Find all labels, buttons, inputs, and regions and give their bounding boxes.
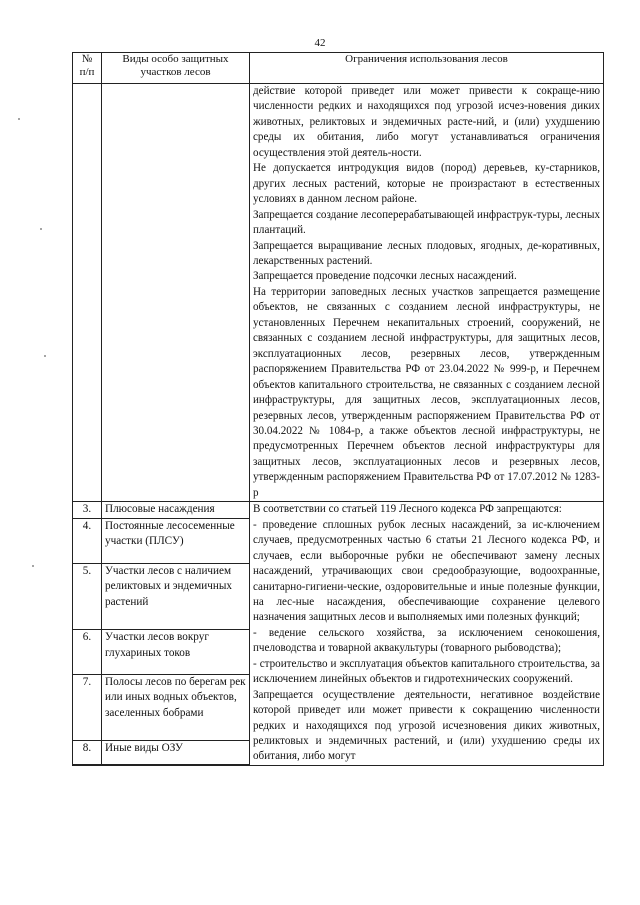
table-header-row <box>73 53 604 84</box>
scan-speck <box>32 565 34 567</box>
paragraph: - проведение сплошных рубок лесных насаждений, за ис-ключением случаев, предусмотренных частью 6 статьи 21 Лесного кодекса РФ, и случаев, если выборочные рубки не обеспечивают замену лесных насаждений, утрачивающих свои средообразующие, водоохранные, санитарно-гигиени-ческие, оздоровительные и иные полезные функции, на лес-ные насаждения, обеспечивающие сохранение целевого назначения защитных лесов и выполняемых ими полезных функций; <box>253 518 600 624</box>
paragraph: Запрещается проведение подсочки лесных насаждений. <box>253 270 517 283</box>
row-number: 5. <box>73 563 102 630</box>
row-number: 7. <box>73 674 102 741</box>
row-name: Постоянные лесосеменные участки (ПЛСУ) <box>102 518 250 563</box>
row-name: Участки лесов вокруг глухариных токов <box>102 630 250 675</box>
paragraph: действие которой приведет или может привести к сокраще-нию численности редких и находящихся под угрозой исчез-новения диких животных, реликтовых и эндемичных расте-ний, и (или) ухудшению среды их обитания, либо могут устанавливаться ограничения осуществления этой деятель-ности. <box>253 85 600 159</box>
merged-restrictions-cell <box>250 502 604 766</box>
scan-speck <box>40 228 42 230</box>
empty-cell <box>73 84 102 502</box>
header-number: № п/п <box>73 53 102 84</box>
paragraph: - строительство и эксплуатация объектов капитального строительства, за исключением линейных объектов и гидротехнических сооружений. <box>253 657 600 686</box>
row-number: 4. <box>73 518 102 563</box>
paragraph: - ведение сельского хозяйства, за исключением сенокошения, пчеловодства и товарной аквакультуры (товарного рыбоводства); <box>253 626 600 655</box>
paragraph: На территории заповедных лесных участков запрещается размещение объектов, не связанных с созданием лесной инфраструктуры, не установленных Перечнем некапитальных строений, сооружений, не связанных с созданием лесной инфраструктуры, для защитных лесов, эксплуатационных лесов, резервных лесов, утвержденным распоряжением Правительства РФ от 23.04.2022 № 999-р, и Перечнем объектов капитального строительства, не связанных с созданием лесной инфраструктуры, для защитных лесов, эксплуатационных лесов, резервных лесов, утвержденным распоряжением Правительства РФ от 30.04.2022 № 1084-р, а также объектов лесной инфраструктуры, не предусмотренных Перечнем объектов лесной инфраструктуры для защитных лесов, эксплуатационных лесов и резервных лесов, утвержденным распоряжением Правительства РФ от 17.07.2012 № 1283-р <box>253 285 600 499</box>
row-name: Плюсовые насаждения <box>102 502 250 519</box>
empty-cell <box>102 764 250 765</box>
restrictions-table <box>72 52 604 766</box>
row-number: 3. <box>73 502 102 519</box>
paragraph: В соответствии со статьей 119 Лесного кодекса РФ запрещаются: <box>253 503 562 516</box>
empty-cell <box>73 764 102 765</box>
page-number: 42 <box>314 37 326 49</box>
row-name: Участки лесов с наличием реликтовых и эндемичных растений <box>102 563 250 630</box>
continuation-cell <box>250 84 604 502</box>
paragraph: Не допускается интродукция видов (пород) деревьев, ку-старников, других лесных растений, которые не произрастают в естественных условиях в данном лесном районе. <box>253 162 600 206</box>
scan-speck <box>44 355 46 357</box>
paragraph: Запрещается осуществление деятельности, негативное воздействие которой приведет или может привести к сокращению численности редких и находящихся под угрозой исчезновения диких животных, реликтовых и эндемичных растений, и (или) ухудшению среды их обитания, либо могут <box>253 688 600 763</box>
row-number: 8. <box>73 741 102 764</box>
header-restrictions: Ограничения использования лесов <box>250 53 604 84</box>
continuation-row <box>73 84 604 502</box>
paragraph: Запрещается создание лесоперерабатывающей инфраструк-туры, лесных плантаций. <box>253 208 600 237</box>
scan-speck <box>18 118 20 120</box>
empty-cell <box>102 84 250 502</box>
header-type: Виды особо защитных участков лесов <box>102 53 250 84</box>
paragraph: Запрещается выращивание лесных плодовых, ягодных, де-коративных, лекарственных растений. <box>253 239 600 267</box>
row-name: Иные виды ОЗУ <box>102 741 250 764</box>
row-name: Полосы лесов по берегам рек или иных водных объектов, заселенных бобрами <box>102 674 250 741</box>
table-row <box>73 502 604 519</box>
row-number: 6. <box>73 630 102 675</box>
